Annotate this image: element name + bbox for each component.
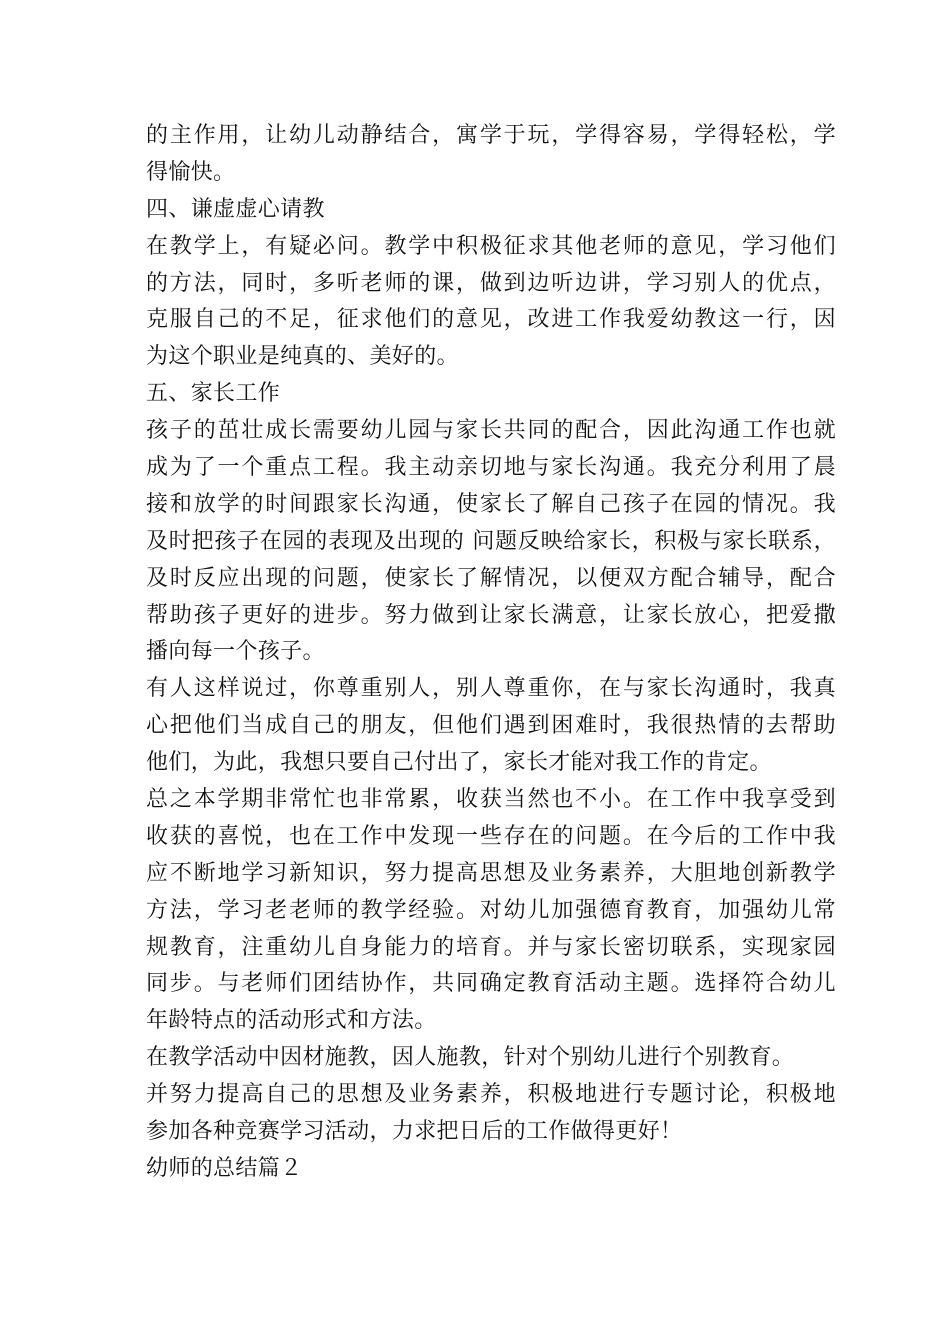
text-line: 播向每一个孩子。 <box>146 639 325 665</box>
text-line: 及时把孩子在园的表现及出现的 问题反映给家长，积极与家长联系， <box>146 528 836 554</box>
text-line: 成为了一个重点工程。我主动亲切地与家长沟通。我充分利用了晨 <box>146 455 836 481</box>
section-heading: 四、谦虚虚心请教 <box>146 196 325 222</box>
text-line: 有人这样说过，你尊重别人，别人尊重你，在与家长沟通时，我真 <box>146 676 836 702</box>
text-line: 应不断地学习新知识，努力提高思想及业务素养，大胆地创新教学 <box>146 860 836 886</box>
text-line: 帮助孩子更好的进步。努力做到让家长满意，让家长放心，把爱撒 <box>146 602 836 628</box>
section-heading: 幼师的总结篇２ <box>146 1155 303 1181</box>
text-line: 并努力提高自己的思想及业务素养，积极地进行专题讨论，积极地 <box>146 1082 836 1108</box>
text-line: 及时反应出现的问题，使家长了解情况，以便双方配合辅导，配合 <box>146 565 836 591</box>
text-line: 为这个职业是纯真的、美好的。 <box>146 344 459 370</box>
section-heading: 五、家长工作 <box>146 381 281 407</box>
text-line: 他们，为此，我想只要自己付出了，家长才能对我工作的肯定。 <box>146 750 772 776</box>
text-line: 同步。与老师们团结协作，共同确定教育活动主题。选择符合幼儿 <box>146 971 836 997</box>
text-line: 孩子的茁壮成长需要幼儿园与家长共同的配合，因此沟通工作也就 <box>146 418 836 444</box>
text-line: 年龄特点的活动形式和方法。 <box>146 1008 437 1034</box>
text-line: 心把他们当成自己的朋友，但他们遇到困难时，我很热情的去帮助 <box>146 713 836 739</box>
text-line: 在教学上，有疑必问。教学中积极征求其他老师的意见，学习他们 <box>146 233 836 259</box>
text-line: 克服自己的不足，征求他们的意见，改进工作我爱幼教这一行，因 <box>146 307 836 333</box>
document-page <box>146 118 836 1188</box>
text-line: 收获的喜悦，也在工作中发现一些存在的问题。在今后的工作中我 <box>146 823 836 849</box>
text-line: 得愉快。 <box>146 159 236 185</box>
text-line: 在教学活动中因材施教，因人施教，针对个别幼儿进行个别教育。 <box>146 1045 795 1071</box>
text-line: 接和放学的时间跟家长沟通，使家长了解自己孩子在园的情况。我 <box>146 491 836 517</box>
text-line: 规教育，注重幼儿自身能力的培育。并与家长密切联系，实现家园 <box>146 934 836 960</box>
text-line: 参加各种竞赛学习活动，力求把日后的工作做得更好！ <box>146 1119 683 1145</box>
text-line: 总之本学期非常忙也非常累，收获当然也不小。在工作中我享受到 <box>146 787 836 813</box>
text-line: 的方法，同时，多听老师的课，做到边听边讲，学习别人的优点， <box>146 270 836 296</box>
text-line: 方法，学习老老师的教学经验。对幼儿加强德育教育，加强幼儿常 <box>146 897 836 923</box>
text-line: 的主作用，让幼儿动静结合，寓学于玩，学得容易，学得轻松，学 <box>146 123 836 148</box>
